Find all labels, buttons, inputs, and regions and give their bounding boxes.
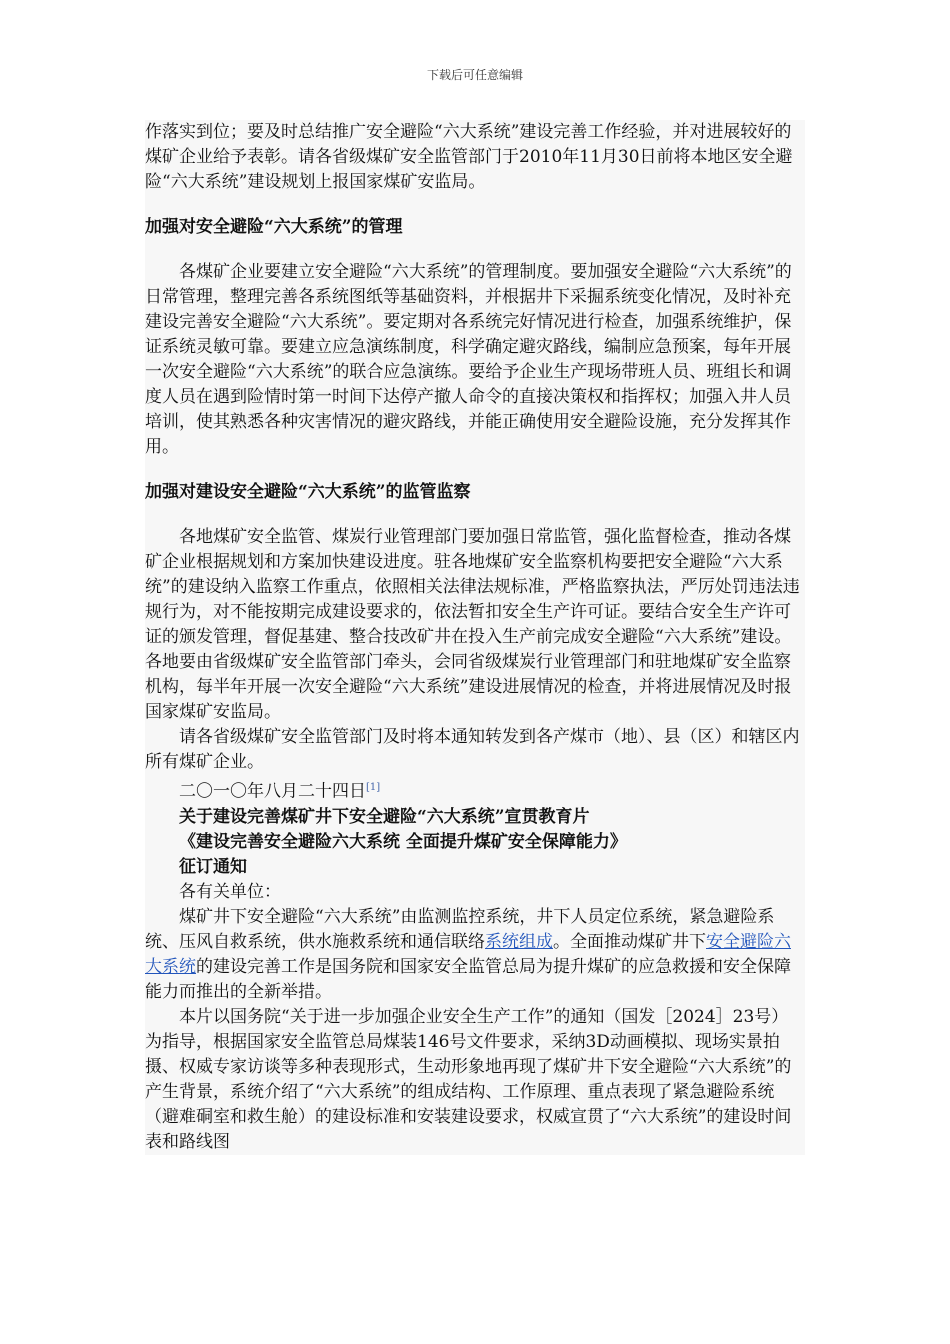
date-text: 二〇一〇年八月二十四日	[179, 781, 366, 802]
notice-title-1: 关于建设完善煤矿井下安全避险“六大系统”宣贯教育片	[179, 806, 590, 827]
link-six-systems[interactable]: 安全避险六大系统	[145, 931, 791, 977]
paragraph-5-text-c: 的建设完善工作是国务院和国家安全监管总局为提升煤矿的应急救援和安全保障能力而推出的全新举措。	[145, 956, 791, 1002]
paragraph-1: 作落实到位；要及时总结推广安全避险“六大系统”建设完善工作经验，并对进展较好的煤矿企业给予表彰。请各省级煤矿安全监管部门于2010年11月30日前将本地区安全避险“六大系统”建设规划上报国家煤矿安监局。	[145, 122, 793, 192]
paragraph-5-text-a: 煤矿井下安全避险“六大系统”由监测监控系统，井下人员定位系统，紧急避险系统、压风自救系统，供水施救系统和通信联络	[145, 906, 775, 952]
notice-title-2: 《建设完善安全避险六大系统 全面提升煤矿安全保障能力》	[179, 831, 627, 852]
section-heading-management: 加强对安全避险“六大系统”的管理	[145, 217, 403, 237]
paragraph-3: 各地煤矿安全监管、煤炭行业管理部门要加强日常监管，强化监督检查，推动各煤矿企业根据规划和方案加快建设进度。驻各地煤矿安全监察机构要把安全避险“六大系统”的建设纳入监察工作重点，依照相关法律法规标准，严格监察执法，严厉处罚违法违规行为，对不能按期完成建设要求的，依法暂扣安全生产许可证。要结合安全生产许可证的颁发管理，督促基建、整合技改矿井在投入生产前完成安全避险“六大系统”建设。各地要由省级煤矿安全监管部门牵头，会同省级煤炭行业管理部门和驻地煤矿安全监察机构，每半年开展一次安全避险“六大系统”建设进展情况的检查，并将进展情况及时报国家煤矿安监局。	[145, 527, 800, 722]
paragraph-4: 请各省级煤矿安全监管部门及时将本通知转发到各产煤市（地）、县（区）和辖区内所有煤矿企业。	[145, 727, 800, 772]
date-line	[145, 775, 805, 805]
section-heading-supervision: 加强对建设安全避险“六大系统”的监管监察	[145, 482, 471, 502]
paragraph-5	[145, 905, 805, 1005]
document-body	[145, 120, 805, 1155]
paragraph-6: 本片以国务院“关于进一步加强企业安全生产工作”的通知（国发［2024］23号）为指导，根据国家安全监管总局煤装146号文件要求，采纳3D动画模拟、现场实景拍摄、权威专家访谈等多种表现形式，生动形象地再现了煤矿井下安全避险“六大系统”的产生背景，系统介绍了“六大系统”的组成结构、工作原理、重点表现了紧急避险系统（避难硐室和救生舱）的建设标准和安装建设要求，权威宣贯了“六大系统”的建设时间表和路线图	[145, 1006, 792, 1152]
footnote-ref[interactable]: [1]	[366, 782, 381, 793]
notice-title-3: 征订通知	[179, 856, 247, 877]
paragraph-2: 各煤矿企业要建立安全避险“六大系统”的管理制度。要加强安全避险“六大系统”的日常管理，整理完善各系统图纸等基础资料，并根据井下采掘系统变化情况，及时补充建设完善安全避险“六大系统”。要定期对各系统完好情况进行检查，加强系统维护，保证系统灵敏可靠。要建立应急演练制度，科学确定避灾路线，编制应急预案，每年开展一次安全避险“六大系统”的联合应急演练。要给予企业生产现场带班人员、班组长和调度人员在遇到险情时第一时间下达停产撤人命令的直接决策权和指挥权；加强入井人员培训，使其熟悉各种灾害情况的避灾路线，并能正确使用安全避险设施，充分发挥其作用。	[145, 262, 792, 457]
paragraph-5-text-b: 。全面推动煤矿井下	[553, 931, 706, 952]
greeting: 各有关单位：	[179, 881, 281, 902]
link-system-composition[interactable]: 系统组成	[485, 931, 553, 952]
page-header-note: 下载后可任意编辑	[426, 68, 523, 82]
